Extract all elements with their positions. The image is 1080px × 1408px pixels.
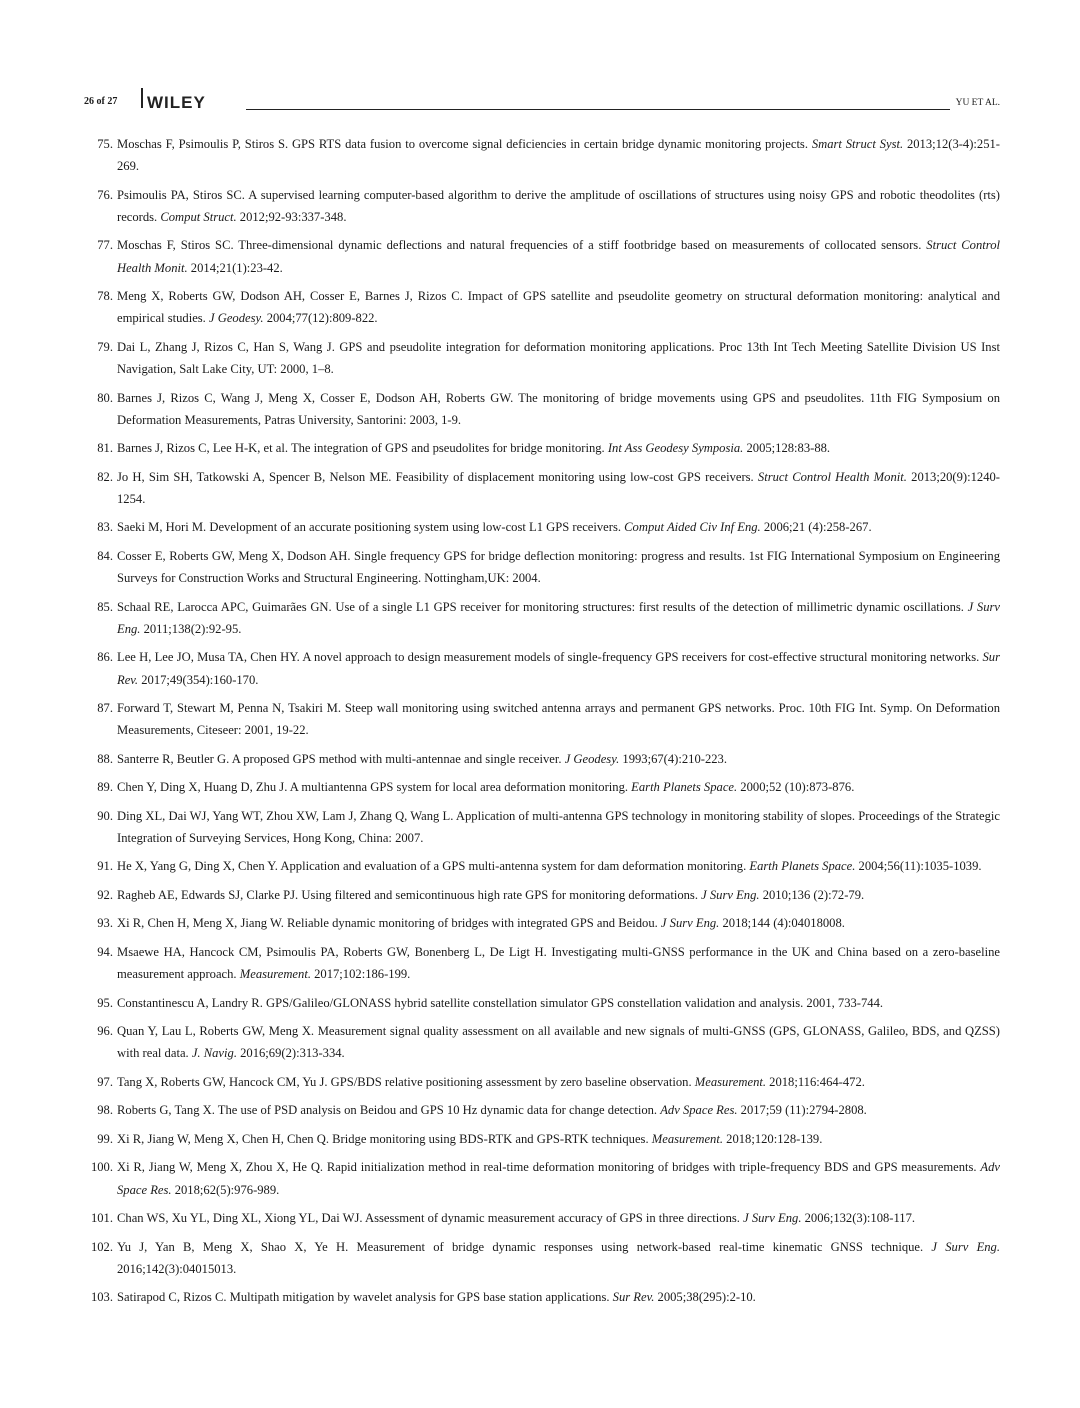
reference-text: Tang X, Roberts GW, Hancock CM, Yu J. GPS/BDS relative positioning assessment by zero baseline observation. (117, 1074, 695, 1089)
reference-text: Lee H, Lee JO, Musa TA, Chen HY. A novel approach to design measurement models of single-frequency GPS receivers for cost-effective structural monitoring networks. (117, 650, 983, 665)
reference-text: Dai L, Zhang J, Rizos C, Han S, Wang J. GPS and pseudolite integration for deformation monitoring applications. Proc 13th Int Tech Meeting Satellite Division US Inst Navigation, Salt Lake City, UT: 2000, 1–8. (117, 339, 1000, 377)
reference-journal: Int Ass Geodesy Symposia. (607, 441, 744, 456)
reference-citation: 1993;67(4):210-223. (619, 751, 727, 766)
running-head: YU ET AL. (955, 98, 1000, 108)
reference-journal: J Surv Eng. (743, 1211, 802, 1226)
reference-number: 76. (97, 187, 113, 202)
reference-text: Santerre R, Beutler G. A proposed GPS method with multi-antennae and single receiver. (117, 751, 565, 766)
reference-citation: 2013;12(3-4):251-269. (117, 137, 1001, 174)
reference-citation: 2010;136 (2):72-79. (759, 887, 865, 902)
reference-citation: 2011;138(2):92-95. (140, 621, 242, 636)
reference-text: Xi R, Chen H, Meng X, Jiang W. Reliable dynamic monitoring of bridges with integrated GPS and Beidou. (117, 916, 661, 931)
reference-number: 79. (97, 339, 113, 354)
reference-item (80, 646, 1000, 690)
reference-number: 83. (97, 520, 113, 535)
reference-item (80, 748, 1000, 770)
reference-item (80, 1207, 1000, 1229)
reference-number: 95. (97, 995, 113, 1010)
reference-item (80, 466, 1000, 510)
reference-journal: Sur Rev. (612, 1290, 655, 1305)
reference-text: Meng X, Roberts GW, Dodson AH, Cosser E, Barnes J, Rizos C. Impact of GPS satellite and pseudolite geometry on structural deformation monitoring: analytical and empirical studies. (117, 289, 1000, 326)
reference-journal: Earth Planets Space. (749, 859, 856, 874)
reference-item (80, 545, 1000, 589)
page-header (84, 88, 1000, 118)
reference-text: Schaal RE, Larocca APC, Guimarães GN. Use of a single L1 GPS receiver for monitoring structures: first results of the detection of millimetric dynamic oscillations. (117, 599, 968, 614)
reference-item (80, 437, 1000, 459)
reference-number: 93. (97, 916, 113, 931)
reference-text: Ding XL, Dai WJ, Yang WT, Zhou XW, Lam J, Zhang Q, Wang L. Application of multi-antenna GPS technology in monitoring stability of slopes. Proceedings of the Strategic Integration of Surveying Services, Hong Kong, China: 2007. (117, 808, 1000, 845)
reference-text: Chen Y, Ding X, Huang D, Zhu J. A multiantenna GPS system for local area deformation monitoring. (117, 780, 632, 795)
reference-citation: 2004;77(12):809-822. (263, 311, 378, 326)
reference-item (80, 596, 1000, 640)
reference-number: 85. (97, 599, 113, 614)
reference-text: Quan Y, Lau L, Roberts GW, Meng X. Measurement signal quality assessment on all available and new signals of multi-GNSS (GPS, GLONASS, Galileo, BDS, and QZSS) with real data. (117, 1024, 1000, 1061)
reference-journal: Adv Space Res. (117, 1160, 1000, 1197)
reference-journal: Measurement. (239, 967, 311, 982)
reference-item (80, 1156, 1000, 1200)
reference-item (80, 387, 1000, 431)
reference-citation: 2014;21(1):23-42. (187, 260, 283, 275)
reference-item (80, 234, 1000, 278)
reference-journal: Adv Space Res. (660, 1103, 738, 1118)
reference-citation: 2005;38(295):2-10. (654, 1290, 756, 1305)
reference-journal: J Surv Eng. (931, 1239, 1001, 1254)
reference-citation: 2017;59 (11):2794-2808. (737, 1103, 867, 1118)
reference-list (80, 133, 1000, 1315)
reference-item (80, 1236, 1000, 1280)
reference-journal: Smart Struct Syst. (811, 137, 904, 151)
reference-text: Chan WS, Xu YL, Ding XL, Xiong YL, Dai WJ. Assessment of dynamic measurement accuracy of GPS in three directions. (117, 1211, 744, 1226)
reference-text: Xi R, Jiang W, Meng X, Chen H, Chen Q. Bridge monitoring using BDS-RTK and GPS-RTK techniques. (117, 1131, 652, 1146)
reference-text: Msaewe HA, Hancock CM, Psimoulis PA, Roberts GW, Bonenberg L, De Ligt H. Investigating multi-GNSS performance in the UK and China based on a zero-baseline measurement approach. (117, 944, 1000, 982)
reference-number: 88. (97, 751, 113, 766)
publisher-logo: WILEY (147, 93, 206, 112)
reference-journal: J Surv Eng. (117, 599, 1000, 636)
reference-number: 91. (97, 859, 113, 874)
reference-item (80, 884, 1000, 906)
reference-citation: 2006;132(3):108-117. (801, 1211, 916, 1226)
reference-journal: Earth Planets Space. (631, 780, 738, 795)
reference-journal: J Surv Eng. (701, 887, 760, 902)
reference-text: Satirapod C, Rizos C. Multipath mitigation by wavelet analysis for GPS base station applications. (117, 1290, 613, 1305)
reference-journal: Sur Rev. (117, 650, 1000, 687)
reference-citation: 2016;69(2):313-334. (236, 1046, 345, 1061)
reference-item (80, 285, 1000, 329)
reference-item (80, 1128, 1000, 1150)
reference-citation: 2016;142(3):04015013. (117, 1261, 237, 1276)
reference-number: 84. (97, 548, 113, 563)
reference-text: Moschas F, Psimoulis P, Stiros S. GPS RTS data fusion to overcome signal deficiencies in certain bridge dynamic monitoring projects. (117, 137, 812, 151)
reference-journal: J Geodesy. (208, 311, 264, 326)
reference-item (80, 184, 1000, 228)
reference-text: Moschas F, Stiros SC. Three-dimensional dynamic deflections and natural frequencies of a stiff footbridge based on measurements of collocated sensors. (117, 238, 927, 253)
reference-number: 90. (97, 808, 113, 823)
reference-number: 100. (90, 1160, 113, 1175)
reference-citation: 2018;144 (4):04018008. (719, 916, 845, 931)
reference-journal: Measurement. (651, 1131, 723, 1146)
reference-citation: 2013;20(9):1240-1254. (117, 469, 1000, 506)
header-rule (246, 109, 950, 110)
reference-text: Barnes J, Rizos C, Wang J, Meng X, Cosser E, Dodson AH, Roberts GW. The monitoring of bridge movements using GPS and pseudolites. 11th FIG Symposium on Deformation Measurements, Patras University, Santorini: 2003, 1-9. (117, 390, 1000, 427)
reference-citation: 2018;120:128-139. (723, 1131, 823, 1146)
reference-item (80, 133, 1000, 177)
reference-number: 87. (97, 701, 113, 716)
reference-item (80, 697, 1000, 741)
reference-number: 89. (97, 780, 113, 795)
reference-citation: 2004;56(11):1035-1039. (855, 859, 982, 874)
reference-citation: 2017;102:186-199. (310, 967, 411, 982)
reference-item (80, 1286, 1000, 1308)
reference-number: 78. (97, 289, 113, 304)
reference-text: Yu J, Yan B, Meng X, Shao X, Ye H. Measurement of bridge dynamic responses using network-based real-time kinematic GNSS technique. (117, 1239, 932, 1254)
reference-number: 80. (97, 390, 113, 405)
reference-item (80, 336, 1000, 380)
reference-journal: J Surv Eng. (660, 916, 720, 931)
reference-item (80, 992, 1000, 1014)
reference-number: 96. (97, 1024, 113, 1039)
reference-number: 86. (97, 650, 113, 665)
reference-number: 75. (97, 137, 113, 151)
reference-citation: 2018;116:464-472. (766, 1074, 865, 1089)
reference-citation: 2017;49(354):160-170. (138, 672, 259, 687)
reference-text: Xi R, Jiang W, Meng X, Zhou X, He Q. Rapid initialization method in real-time deformation monitoring of bridges with triple-frequency BDS and GPS measurements. (117, 1160, 981, 1175)
reference-text: Psimoulis PA, Stiros SC. A supervised learning computer-based algorithm to derive the amplitude of oscillations of structures using noisy GPS and robotic theodolites (rts) records. (117, 187, 1000, 224)
reference-item (80, 912, 1000, 934)
reference-item (80, 516, 1000, 538)
reference-text: Barnes J, Rizos C, Lee H-K, et al. The integration of GPS and pseudolites for bridge monitoring. (117, 441, 608, 456)
reference-number: 81. (97, 441, 113, 456)
reference-journal: Struct Control Health Monit. (757, 469, 907, 484)
reference-citation: 2006;21 (4):258-267. (760, 520, 872, 535)
reference-item (80, 805, 1000, 849)
page-number: 26 of 27 (84, 96, 118, 107)
reference-citation: 2000;52 (10):873-876. (737, 780, 855, 795)
reference-number: 102. (90, 1239, 113, 1254)
reference-item (80, 1099, 1000, 1121)
reference-number: 98. (97, 1103, 113, 1118)
reference-number: 97. (97, 1074, 113, 1089)
reference-journal: Struct Control Health Monit. (117, 238, 1001, 275)
reference-item (80, 776, 1000, 798)
reference-journal: J. Navig. (191, 1046, 237, 1061)
reference-item (80, 855, 1000, 877)
reference-journal: J Geodesy. (564, 751, 620, 766)
reference-number: 103. (90, 1290, 113, 1305)
reference-text: Forward T, Stewart M, Penna N, Tsakiri M. Steep wall monitoring using switched antenna arrays and permanent GPS networks. Proc. 10th FIG Int. Symp. On Deformation Measurements, Citeseer: 2001, 19-22. (117, 701, 1000, 738)
reference-number: 99. (97, 1131, 113, 1146)
reference-text: He X, Yang G, Ding X, Chen Y. Application and evaluation of a GPS multi-antenna system for dam deformation monitoring. (117, 859, 750, 874)
reference-text: Saeki M, Hori M. Development of an accurate positioning system using low-cost L1 GPS receivers. (117, 520, 625, 535)
reference-item (80, 941, 1000, 985)
reference-number: 92. (97, 887, 113, 902)
reference-journal: Measurement. (694, 1074, 767, 1089)
reference-citation: 2005;128:83-88. (743, 441, 831, 456)
reference-number: 101. (90, 1211, 113, 1226)
reference-citation: 2018;62(5):976-989. (171, 1182, 280, 1197)
reference-journal: Comput Aided Civ Inf Eng. (624, 520, 761, 535)
reference-text: Cosser E, Roberts GW, Meng X, Dodson AH. Single frequency GPS for bridge deflection monitoring: progress and results. 1st FIG International Symposium on Engineering Surveys for Construction Works and Structural Engineering. Nottingham,UK: 2004. (117, 548, 1000, 586)
reference-item (80, 1071, 1000, 1093)
reference-text: Jo H, Sim SH, Tatkowski A, Spencer B, Nelson ME. Feasibility of displacement monitoring using low-cost GPS receivers. (117, 469, 758, 484)
header-divider (141, 88, 143, 108)
reference-item (80, 1020, 1000, 1064)
reference-citation: 2012;92-93:337-348. (236, 209, 347, 224)
reference-number: 77. (97, 238, 113, 253)
reference-text: Constantinescu A, Landry R. GPS/Galileo/GLONASS hybrid satellite constellation simulator GPS constellation validation and analysis. 2001, 733-744. (117, 995, 884, 1010)
reference-number: 82. (97, 469, 113, 484)
reference-number: 94. (97, 944, 113, 959)
reference-text: Roberts G, Tang X. The use of PSD analysis on Beidou and GPS 10 Hz dynamic data for change detection. (117, 1103, 661, 1118)
reference-text: Ragheb AE, Edwards SJ, Clarke PJ. Using filtered and semicontinuous high rate GPS for monitoring deformations. (117, 887, 702, 902)
reference-journal: Comput Struct. (160, 209, 237, 224)
